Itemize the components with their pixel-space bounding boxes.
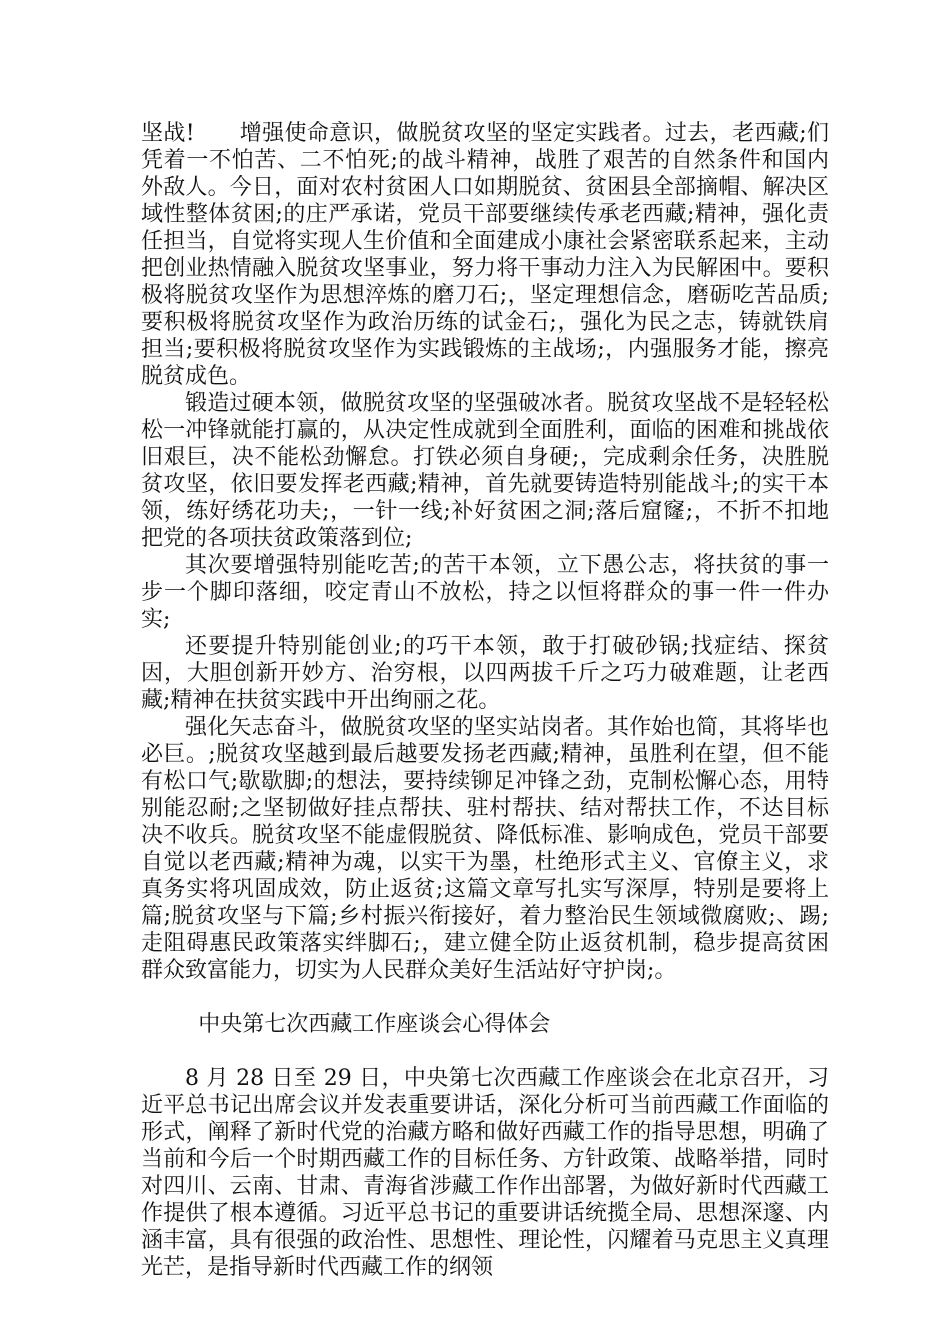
document-page [141, 120, 829, 1281]
paragraph-4: 还要提升特别能创业;的巧干本领，敢于打破砂锅;找症结、探贫因，大胆创新开妙方、治穷根，以四两拔千斤之巧力破难题，让老西藏;精神在扶贫实践中开出绚丽之花。 [141, 634, 829, 713]
spacer [141, 1038, 829, 1065]
section-heading: 中央第七次西藏工作座谈会心得体会 [198, 1012, 551, 1037]
paragraph-3: 其次要增强特别能吃苦;的苦干本领，立下愚公志，将扶贫的事一步一个脚印落细，咬定青山不放松，持之以恒将群众的事一件一件办实; [141, 553, 829, 632]
paragraph-2: 锻造过硬本领，做脱贫攻坚的坚强破冰者。脱贫攻坚战不是轻轻松松一冲锋就能打赢的，从决定性成就到全面胜利，面临的困难和挑战依旧艰巨，决不能松劲懈怠。打铁必须自身硬;，完成剩余任务，决胜脱贫攻坚，依旧要发挥老西藏;精神，首先就要铸造特别能战斗;的实干本领，练好绣花功夫;，一针一线;补好贫困之洞;落后窟窿;，不折不扣地把党的各项扶贫政策落到位; [141, 391, 829, 551]
paragraph-5: 强化矢志奋斗，做脱贫攻坚的坚实站岗者。其作始也简，其将毕也必巨。;脱贫攻坚越到最后越要发扬老西藏;精神，虽胜利在望，但不能有松口气;歇歇脚;的想法，要持续铆足冲锋之劲，克制松懈心态，用特别能忍耐;之坚韧做好挂点帮扶、驻村帮扶、结对帮扶工作，不达目标决不收兵。脱贫攻坚不能虚假脱贫、降低标准、影响成色，党员干部要自觉以老西藏;精神为魂，以实干为墨，杜绝形式主义、官僚主义，求真务实将巩固成效，防止返贫;这篇文章写扎实写深厚，特别是要将上篇;脱贫攻坚与下篇;乡村振兴衔接好，着力整治民生领域微腐败;、踢;走阻碍惠民政策落实绊脚石;，建立健全防止返贫机制，稳步提高贫困群众致富能力，切实为人民群众美好生活站好守护岗;。 [141, 715, 829, 983]
paragraph-6: 8 月 28 日至 29 日，中央第七次西藏工作座谈会在北京召开，习近平总书记出席会议并发表重要讲话，深化分析可当前西藏工作面临的形式，阐释了新时代党的治藏方略和做好西藏工作的指导思想，明确了当前和今后一个时期西藏工作的目标任务、方针政策、战略举措，同时对四川、云南、甘肃、青海省涉藏工作作出部署，为做好新时代西藏工作提供了根本遵循。习近平总书记的重要讲话统揽全局、思想深邃、内涵丰富，具有很强的政治性、思想性、理论性，闪耀着马克思主义真理光芒，是指导新时代西藏工作的纲领 [141, 1066, 829, 1280]
paragraph-1: 坚战! 增强使命意识，做脱贫攻坚的坚定实践者。过去，老西藏;们凭着一不怕苦、二不怕死;的战斗精神，战胜了艰苦的自然条件和国内外敌人。今日，面对农村贫困人口如期脱贫、贫困县全部摘帽、解决区域性整体贫困;的庄严承诺，党员干部要继续传承老西藏;精神，强化责任担当，自觉将实现人生价值和全面建成小康社会紧密联系起来，主动把创业热情融入脱贫攻坚事业，努力将干事动力注入为民解困中。要积极将脱贫攻坚作为思想淬炼的磨刀石;，坚定理想信念，磨砺吃苦品质;要积极将脱贫攻坚作为政治历练的试金石;，强化为民之志，铸就铁肩担当;要积极将脱贫攻坚作为实践锻炼的主战场;，内强服务才能，擦亮脱贫成色。 [141, 121, 829, 389]
spacer [141, 984, 829, 1011]
